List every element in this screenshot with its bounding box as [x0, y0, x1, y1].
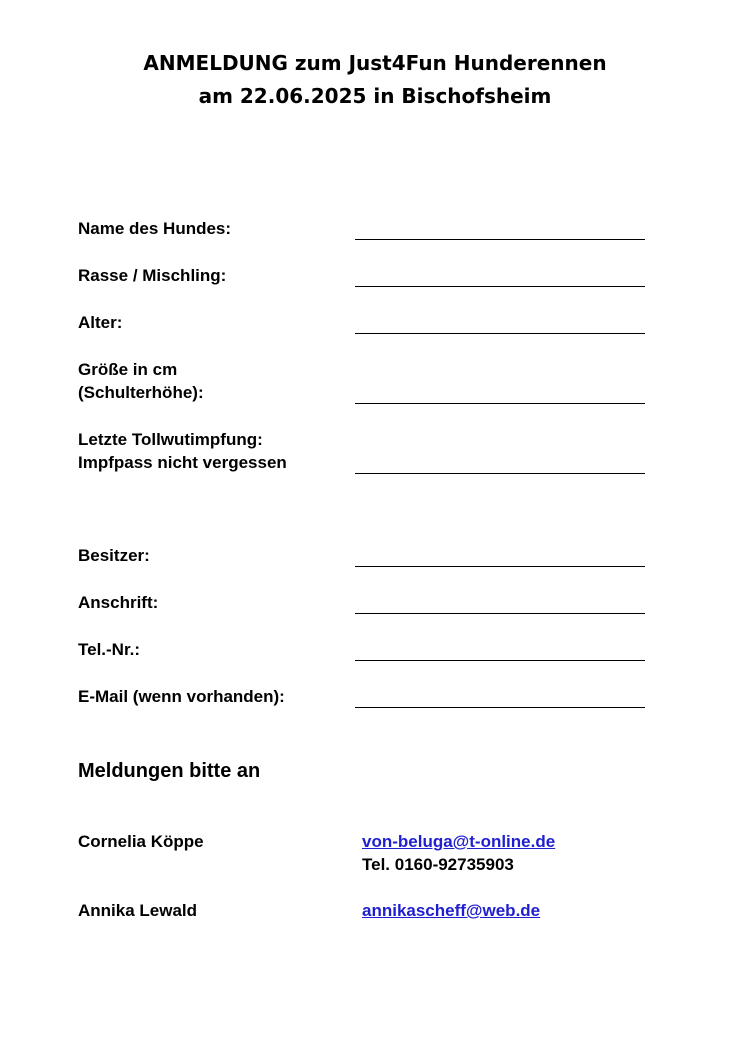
- size-label-line-1: Größe in cm: [78, 360, 178, 379]
- email-label: E-Mail (wenn vorhanden):: [78, 687, 285, 706]
- email-input-line[interactable]: [355, 707, 645, 708]
- contacts-heading: Meldungen bitte an: [78, 760, 261, 782]
- breed-label: Rasse / Mischling:: [78, 266, 227, 285]
- contact-name-cornelia: Cornelia Köppe: [78, 832, 204, 851]
- age-label: Alter:: [78, 313, 123, 332]
- contact-email-link-cornelia[interactable]: von-beluga@t-online.de: [362, 832, 556, 851]
- rabies-vaccination-input-line[interactable]: [355, 473, 645, 474]
- owner-label: Besitzer:: [78, 546, 150, 565]
- phone-input-line[interactable]: [355, 660, 645, 661]
- size-input-line[interactable]: [355, 403, 645, 404]
- phone-label: Tel.-Nr.:: [78, 640, 141, 659]
- owner-input-line[interactable]: [355, 566, 645, 567]
- contact-name-annika: Annika Lewald: [78, 901, 198, 920]
- dog-name-input-line[interactable]: [355, 239, 645, 240]
- dog-name-label: Name des Hundes:: [78, 219, 232, 238]
- address-label: Anschrift:: [78, 593, 159, 612]
- form-title-line-2: am 22.06.2025 in Bischofsheim: [198, 84, 552, 108]
- address-input-line[interactable]: [355, 613, 645, 614]
- rabies-vaccination-label-line-1: Letzte Tollwutimpfung:: [78, 430, 263, 449]
- size-label-line-2: (Schulterhöhe):: [78, 383, 204, 402]
- age-input-line[interactable]: [355, 333, 645, 334]
- contact-email-link-annika[interactable]: annikascheff@web.de: [362, 901, 541, 920]
- contact-phone-cornelia: Tel. 0160-92735903: [362, 855, 514, 874]
- rabies-vaccination-label-line-2: Impfpass nicht vergessen: [78, 453, 287, 472]
- form-title-line-1: ANMELDUNG zum Just4Fun Hunderennen: [143, 51, 607, 75]
- breed-input-line[interactable]: [355, 286, 645, 287]
